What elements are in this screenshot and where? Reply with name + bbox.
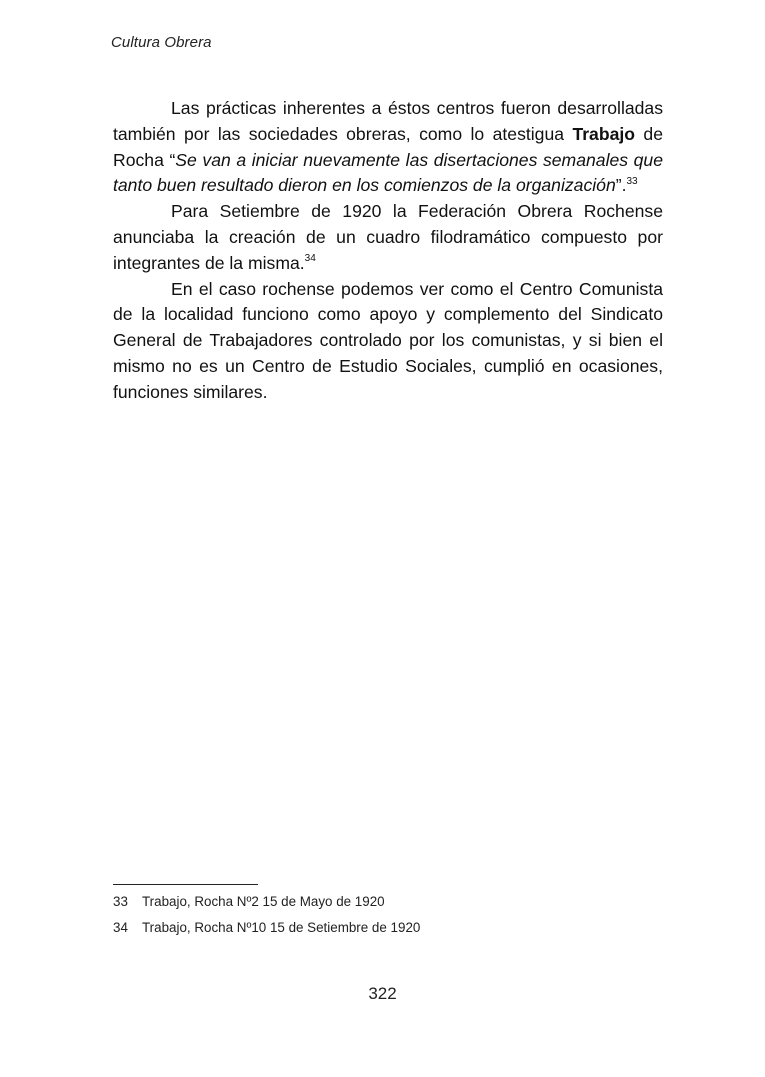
running-header: Cultura Obrera <box>111 34 212 51</box>
paragraph-3-text: En el caso rochense podemos ver como el Centro Comunista de la localidad funciono como apoyo y complemento del Sindicato General de Trabajadores controlado por los comunistas, y si bien el mismo no es un Centro de Estudio Sociales, cumplió en ocasiones, funciones similares. <box>113 278 663 402</box>
footnote-text: Trabajo, Rocha Nº2 15 de Mayo de 1920 <box>142 894 385 909</box>
paragraph-2 <box>113 199 663 276</box>
footnote-separator <box>113 884 258 885</box>
paragraph-1 <box>113 96 663 199</box>
quoted-passage: Se van a iniciar nuevamente las disertaciones semanales que tanto buen resultado dieron en los comienzos de la organización <box>113 149 663 196</box>
footnote-ref-33[interactable]: 33 <box>626 175 638 187</box>
newspaper-title: Trabajo <box>572 123 636 144</box>
footnotes <box>113 889 663 940</box>
footnote-33 <box>113 889 663 915</box>
footnote-34 <box>113 915 663 941</box>
footnote-number: 34 <box>113 919 128 935</box>
footnote-text: Trabajo, Rocha Nº10 15 de Setiembre de 1920 <box>142 919 421 935</box>
paragraph-3 <box>113 277 663 406</box>
page-number: 322 <box>368 984 397 1003</box>
paragraph-1-text-b: de Rocha “ <box>113 123 663 170</box>
paragraph-1-text-a: Las prácticas inherentes a éstos centros fueron desarrolladas también por las sociedades obreras, como lo atestigua <box>113 98 663 144</box>
footnote-ref-34[interactable]: 34 <box>304 252 316 264</box>
body-text <box>113 96 663 406</box>
paragraph-1-text-c: ”. <box>615 175 627 196</box>
paragraph-2-text: Para Setiembre de 1920 la Federación Obrera Rochense anunciaba la creación de un cuadro filodramático compuesto por integrantes de la misma. <box>113 201 663 273</box>
footnote-number: 33 <box>113 894 128 909</box>
